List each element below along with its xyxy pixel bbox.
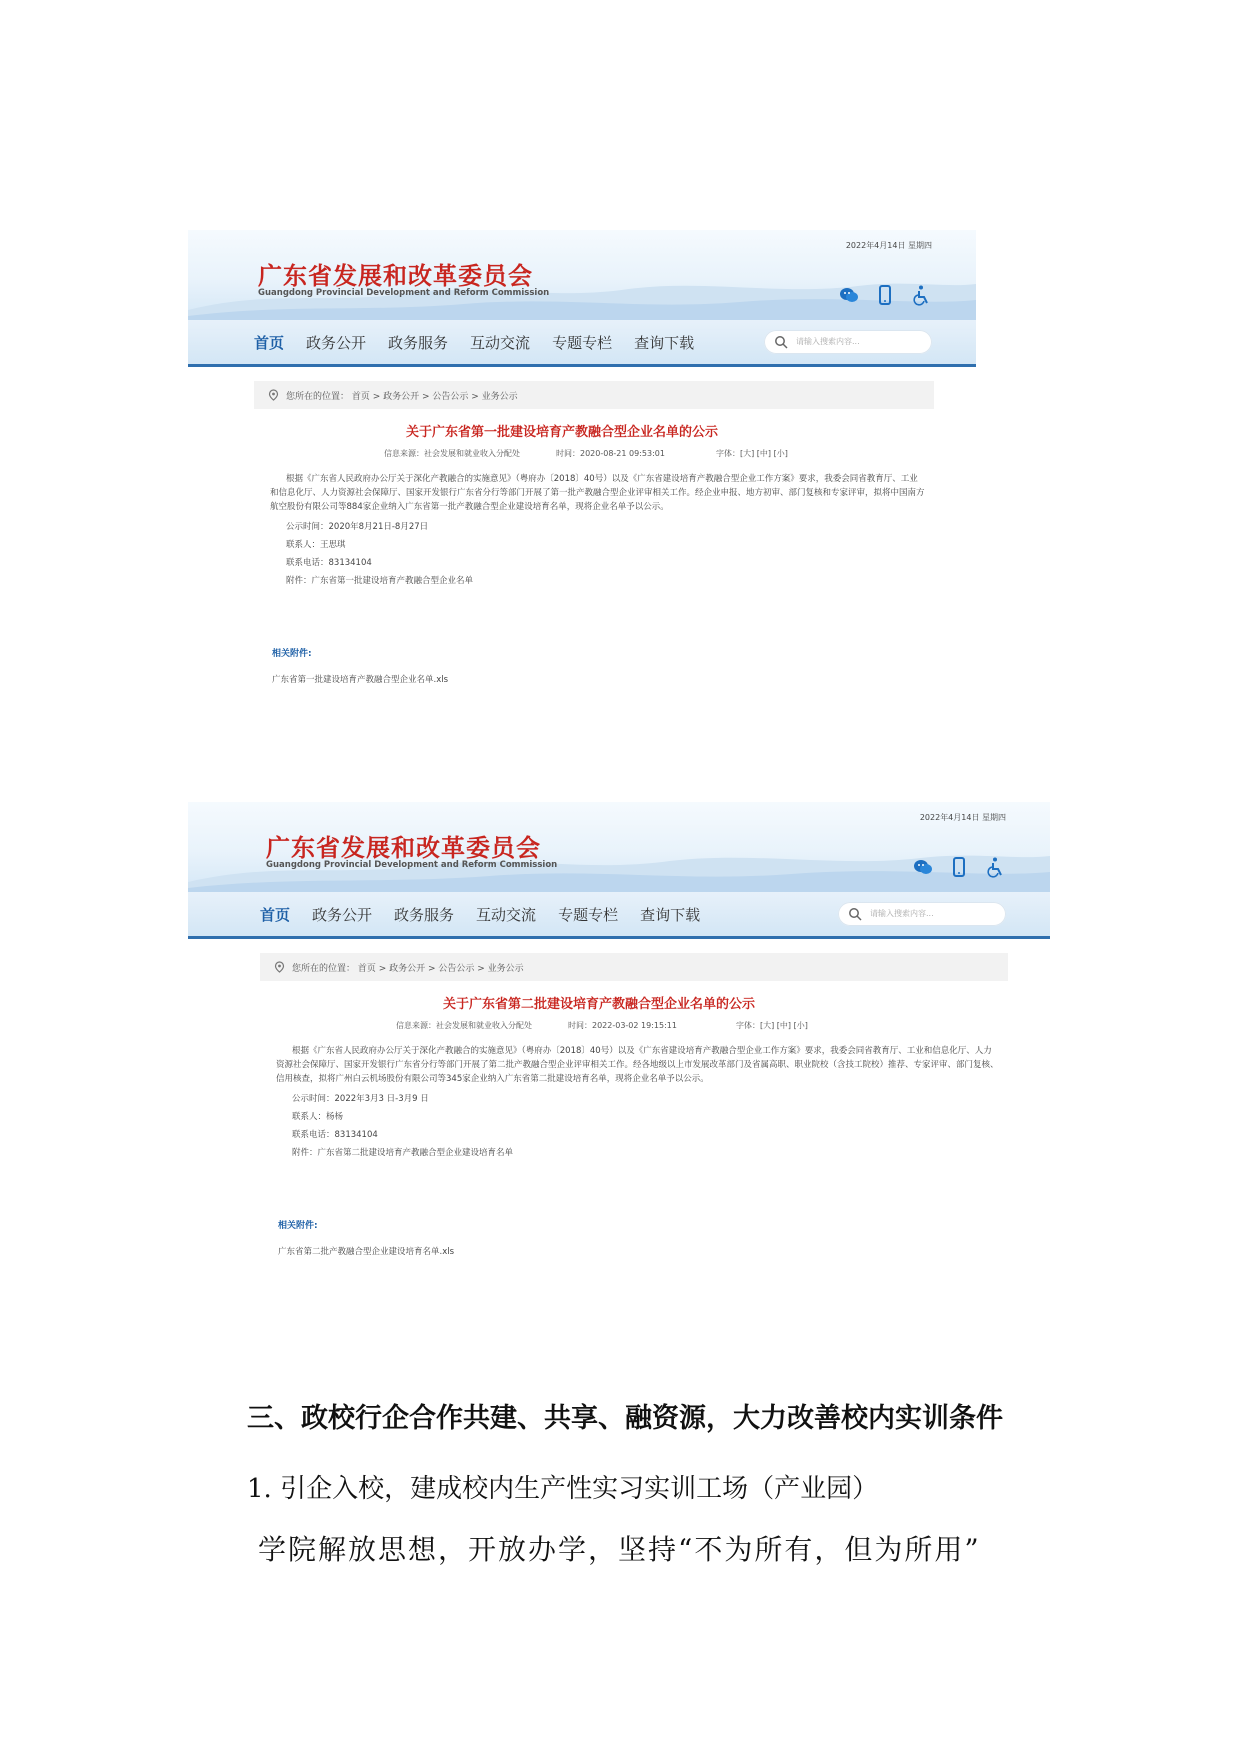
article-meta xyxy=(188,1018,1050,1034)
mobile-icon[interactable] xyxy=(948,856,970,878)
article-title: 关于广东省第一批建设培育产教融合型企业名单的公示 xyxy=(405,425,718,440)
wechat-icon[interactable] xyxy=(912,856,934,878)
search-box[interactable] xyxy=(838,902,1006,926)
main-navigation xyxy=(188,892,1050,939)
font-size-switch[interactable]: 字体：[大] [中] [小] xyxy=(736,1021,808,1030)
article-body: 根据《广东省人民政府办公厅关于深化产教融合的实施意见》（粤府办〔2018〕40号）以及《广东省建设培育产教融合型企业工作方案》要求，我委会同省教育厅、工业和信息化厅、人力资源社会保障厅、国家开发银行广东省分行等部门开展了第二批产教融合型企业评审相关工作。经各地级以上市发展改革部门及省属高职、职业院校（含技工院校）推荐、专家评审、部门复核、信用核查，拟将广州白云机场股份有限公司等345家企业纳入广东省第二批建设培育名单，现将企业名单予以公示。 xyxy=(276,1046,999,1084)
location-pin-icon xyxy=(268,389,279,401)
related-attachments-heading: 相关附件: xyxy=(278,1221,318,1231)
accessibility-icon[interactable] xyxy=(984,856,1006,878)
article-meta xyxy=(188,446,976,462)
nav-query-download[interactable]: 查询下载 xyxy=(640,905,701,924)
nav-interaction[interactable]: 互动交流 xyxy=(476,905,537,924)
contact-phone: 联系电话：83134104 xyxy=(286,558,372,568)
publicity-period: 公示时间：2022年3月3 日-3月9 日 xyxy=(292,1094,429,1104)
article-body: 根据《广东省人民政府办公厅关于深化产教融合的实施意见》（粤府办〔2018〕40号）以及《广东省建设培育产教融合型企业工作方案》要求，我委会同省教育厅、工业和信息化厅、人力资源社会保障厅、国家开发银行广东省分行等部门开展了第一批产教融合型企业评审相关工作。经企业申报、地方初审、部门复核和专家评审，拟将中国南方航空股份有限公司等884家企业纳入广东省第一批产教融合型企业建设培育名单，现将企业名单予以公示。 xyxy=(270,474,925,512)
subsection-heading: 1. 引企入校，建成校内生产性实习实训工场（产业园） xyxy=(247,1474,879,1504)
paragraph-text: 学院解放思想，开放办学，坚持“不为所有，但为所用” xyxy=(258,1533,981,1566)
search-input[interactable]: 请输入搜索内容... xyxy=(796,337,860,346)
current-date: 2022年4月14日 星期四 xyxy=(919,813,1006,822)
breadcrumb xyxy=(260,953,1008,981)
site-banner xyxy=(188,802,1050,892)
attachment-file-link[interactable]: 广东省第二批产教融合型企业建设培育名单.xls xyxy=(278,1247,455,1257)
current-date: 2022年4月14日 星期四 xyxy=(845,241,932,250)
location-pin-icon xyxy=(274,961,285,973)
attachment-note: 附件：广东省第二批建设培育产教融合型企业建设培育名单 xyxy=(292,1148,514,1158)
main-navigation xyxy=(188,320,976,367)
nav-government-affairs[interactable]: 政务公开 xyxy=(306,333,367,352)
contact-person: 联系人：王思琪 xyxy=(286,540,346,550)
article-time: 时间：2020-08-21 09:53:01 xyxy=(556,449,665,458)
related-attachments-heading: 相关附件: xyxy=(272,649,312,659)
article-time: 时间：2022-03-02 19:15:11 xyxy=(568,1021,677,1030)
article-source: 信息来源：社会发展和就业收入分配处 xyxy=(396,1021,532,1030)
nav-special-topics[interactable]: 专题专栏 xyxy=(552,333,613,352)
nav-special-topics[interactable]: 专题专栏 xyxy=(558,905,619,924)
attachment-file-link[interactable]: 广东省第一批建设培育产教融合型企业名单.xls xyxy=(272,675,449,685)
search-icon[interactable] xyxy=(848,907,862,921)
search-input[interactable]: 请输入搜索内容... xyxy=(870,909,934,918)
site-title-english: Guangdong Provincial Development and Reform Commission xyxy=(258,288,550,298)
nav-home[interactable]: 首页 xyxy=(260,905,291,924)
nav-government-affairs[interactable]: 政务公开 xyxy=(312,905,373,924)
site-title[interactable]: 广东省发展和改革委员会 xyxy=(258,262,533,290)
search-icon[interactable] xyxy=(774,335,788,349)
attachment-note: 附件：广东省第一批建设培育产教融合型企业名单 xyxy=(286,576,474,586)
font-size-switch[interactable]: 字体：[大] [中] [小] xyxy=(716,449,788,458)
breadcrumb xyxy=(254,381,934,409)
screenshot-2 xyxy=(188,802,1050,1312)
nav-government-services[interactable]: 政务服务 xyxy=(394,905,455,924)
section-heading: 三、政校行企合作共建、共享、融资源，大力改善校内实训条件 xyxy=(247,1403,1003,1434)
nav-query-download[interactable]: 查询下载 xyxy=(634,333,695,352)
screenshot-1 xyxy=(188,230,976,730)
article-source: 信息来源：社会发展和就业收入分配处 xyxy=(384,449,520,458)
search-box[interactable] xyxy=(764,330,932,354)
publicity-period: 公示时间：2020年8月21日-8月27日 xyxy=(286,522,429,532)
breadcrumb-text[interactable]: 您所在的位置： 首页 > 政务公开 > 公告公示 > 业务公示 xyxy=(286,392,518,402)
breadcrumb-text[interactable]: 您所在的位置： 首页 > 政务公开 > 公告公示 > 业务公示 xyxy=(292,964,524,974)
contact-person: 联系人：杨杨 xyxy=(292,1112,344,1122)
contact-phone: 联系电话：83134104 xyxy=(292,1130,378,1140)
site-banner xyxy=(188,230,976,320)
site-title-english: Guangdong Provincial Development and Reform Commission xyxy=(266,860,558,870)
article-title: 关于广东省第二批建设培育产教融合型企业名单的公示 xyxy=(442,997,755,1012)
wechat-icon[interactable] xyxy=(838,284,860,306)
accessibility-icon[interactable] xyxy=(910,284,932,306)
nav-government-services[interactable]: 政务服务 xyxy=(388,333,449,352)
mobile-icon[interactable] xyxy=(874,284,896,306)
site-title[interactable]: 广东省发展和改革委员会 xyxy=(266,834,541,862)
nav-interaction[interactable]: 互动交流 xyxy=(470,333,531,352)
nav-home[interactable]: 首页 xyxy=(254,333,285,352)
